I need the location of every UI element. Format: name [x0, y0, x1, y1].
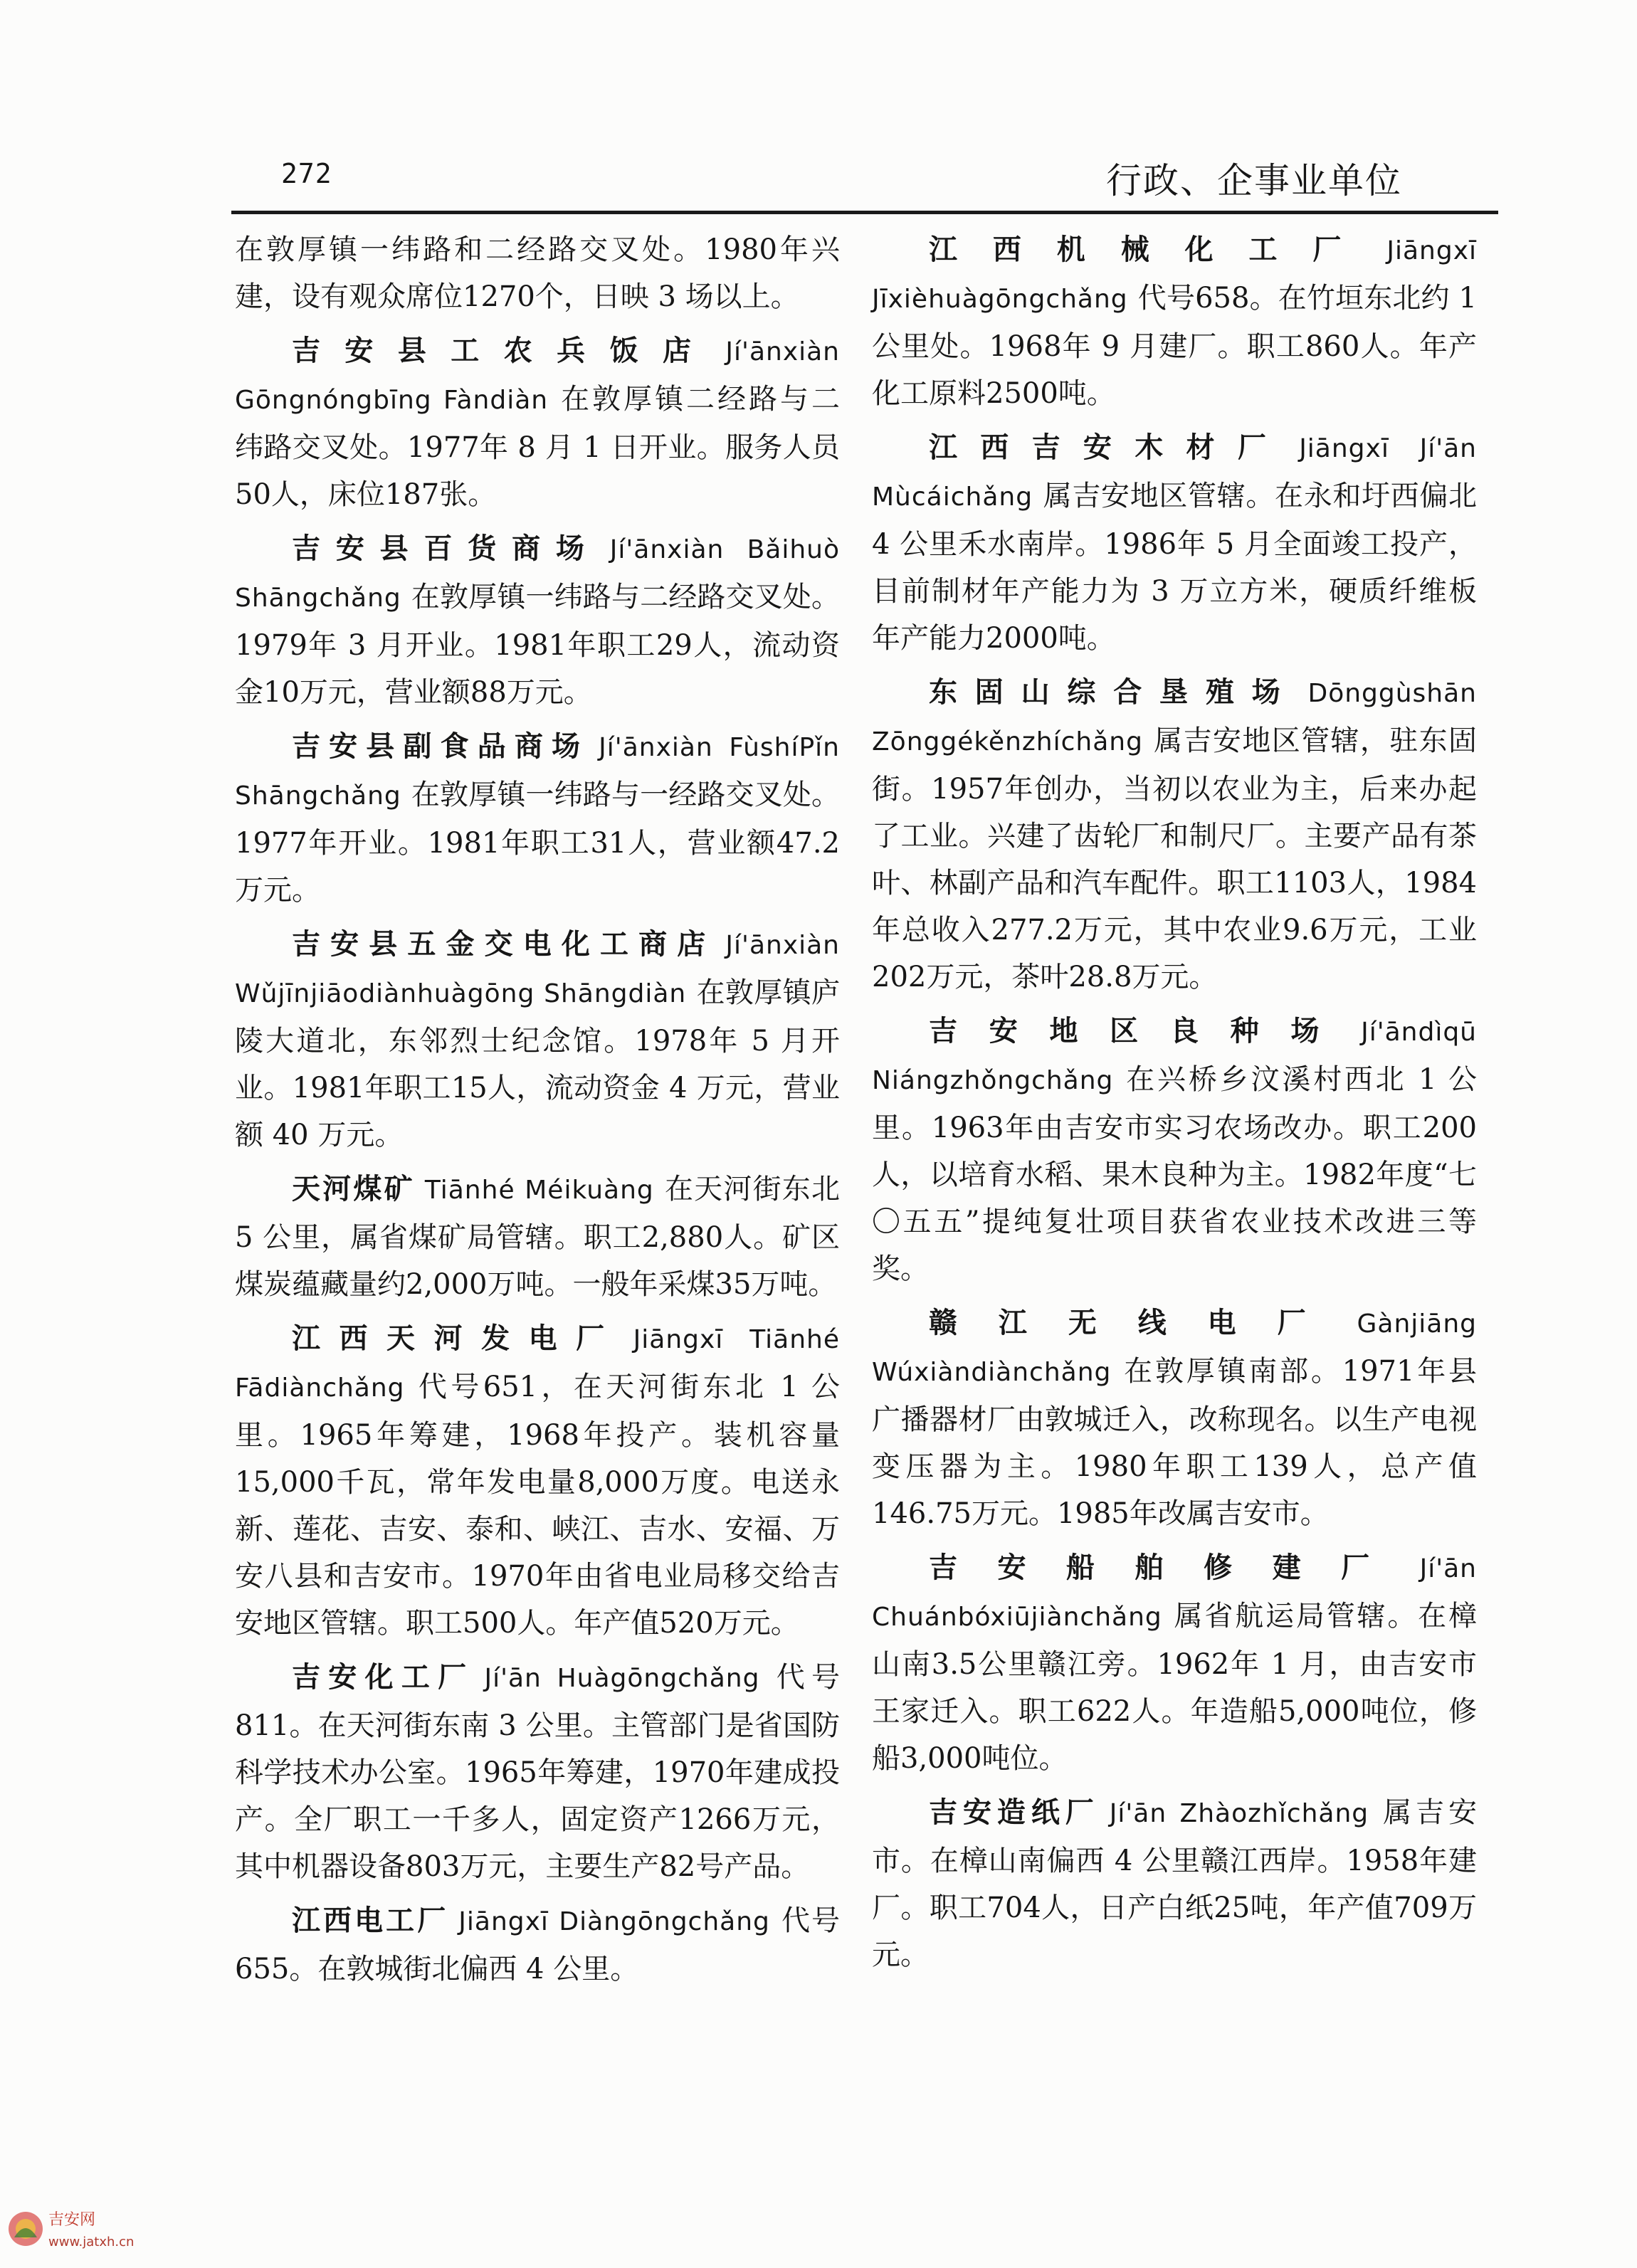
entry-text: 在兴桥乡汶溪村西北 1 公里。1963年由吉安市实习农场改办。职工200人，以培育水稻、果木良种为主。1982年度“七〇五五”提纯复壮项目获省农业技术改进三等奖。: [872, 1063, 1477, 1285]
entry-name: 吉安地区良种场: [929, 1014, 1352, 1048]
watermark-logo-icon: [6, 2209, 46, 2249]
entry-paragraph: [872, 669, 1477, 1001]
entry-name: 江西机械化工厂: [929, 233, 1377, 266]
entry-paragraph: [872, 1789, 1477, 1978]
entry-text: 属吉安市。在樟山南偏西 4 公里赣江西岸。1958年建厂。职工704人，日产白纸25吨，年产值709万元。: [872, 1796, 1478, 1971]
entry-pinyin: Tiānhé Méikuàng: [424, 1176, 654, 1205]
watermark-site-name: 吉安网: [48, 2211, 96, 2229]
entry-paragraph: [872, 1544, 1477, 1782]
entry-name: 吉安县副食品商场: [292, 729, 589, 763]
entry-paragraph: [235, 1166, 840, 1308]
entry-text: 属吉安地区管辖。在永和圩西偏北 4 公里禾水南岸。1986年 5 月全面竣工投产，目前制材年产能力为 3 万立方米，硬质纤维板年产能力2000吨。: [872, 480, 1477, 655]
entry-paragraph: [872, 226, 1477, 417]
entry-text: 属吉安地区管辖，驻东固街。1957年创办，当初以农业为主，后来办起了工业。兴建了齿轮厂和制尺厂。主要产品有茶叶、林副产品和汽车配件。职工1103人，1984年总收入277.2万元，其中农业9.6万元，工业202万元，茶叶28.8万元。: [872, 724, 1477, 993]
left-column: [235, 226, 840, 2000]
entry-text: 代号658。在竹垣东北约 1 公里处。1968年 9 月建厂。职工860人。年产化工原料2500吨。: [872, 282, 1477, 410]
entry-pinyin: Jiāngxī Diàngōngchǎng: [458, 1907, 770, 1936]
entry-paragraph: [235, 1315, 840, 1647]
entry-name: 吉安县百货商场: [292, 532, 600, 565]
entry-name: 江西电工厂: [292, 1904, 449, 1937]
entry-pinyin: Jiāngxī Jí'ān Mùcáichǎng: [872, 434, 1477, 512]
entry-name: 江西天河发电厂: [292, 1322, 623, 1355]
entry-pinyin: Jí'āndìqū Niángzhǒngchǎng: [872, 1018, 1477, 1095]
entry-paragraph: [235, 226, 840, 320]
right-column: [872, 226, 1477, 1985]
entry-text: 代号651，在天河街东北 1 公里。1965年筹建，1968年投产。装机容量15,000千瓦，常年发电量8,000万度。电送永新、莲花、吉安、泰和、峡江、吉水、安福、万安八县和吉安市。1970年由省电业局移交给吉安地区管辖。职工500人。年产值520万元。: [235, 1371, 840, 1640]
page-number: 272: [281, 158, 332, 189]
entry-pinyin: Dōnggùshān Zōnggékěnzhíchǎng: [872, 679, 1477, 756]
entry-paragraph: [235, 1654, 840, 1890]
section-title: 行政、企事业单位: [1106, 160, 1402, 201]
entry-name: 吉安县五金交电化工商店: [292, 927, 716, 961]
entry-name: 吉安造纸厂: [929, 1795, 1100, 1829]
entry-name: 江西吉安木材厂: [929, 431, 1290, 464]
entry-paragraph: [872, 1008, 1477, 1292]
entry-paragraph: [235, 327, 840, 518]
entry-paragraph: [235, 723, 840, 914]
entry-text: 代号655。在敦城街北偏西 4 公里。: [235, 1904, 841, 1985]
entry-pinyin: Jí'ānxiàn Gōngnóngbīng Fàndiàn: [235, 337, 840, 415]
entry-pinyin: Jiāngxī Tiānhé Fādiànchǎng: [235, 1325, 841, 1403]
entry-paragraph: [235, 921, 840, 1159]
entry-pinyin: Jí'ānxiàn Bǎihuò Shāngchǎng: [235, 535, 841, 613]
watermark-url: www.jatxh.cn: [48, 2235, 135, 2249]
entry-name: 天河煤矿: [292, 1172, 415, 1206]
entry-name: 吉安船舶修建厂: [929, 1551, 1410, 1584]
entry-pinyin: Jí'ānxiàn FùshíPǐn Shāngchǎng: [235, 733, 840, 811]
entry-text: 在敦厚镇庐陵大道北，东邻烈士纪念馆。1978年 5 月开业。1981年职工15人，流动资金 4 万元，营业额 40 万元。: [235, 976, 840, 1151]
entry-pinyin: Jí'ān Zhàozhǐchǎng: [1109, 1799, 1369, 1828]
entry-name: 吉安县工农兵饭店: [292, 334, 716, 367]
entry-name: 东固山综合垦殖场: [929, 675, 1298, 709]
entry-text: 代号811。在天河街东南 3 公里。主管部门是省国防科学技术办公室。1965年筹建，1970年建成投产。全厂职工一千多人，固定资产1266万元，其中机器设备803万元，主要生产82号产品。: [235, 1661, 841, 1883]
entry-text: 在敦厚镇二经路与二纬路交叉处。1977年 8 月 1 日开业。服务人员50人，床位187张。: [235, 383, 841, 511]
entry-paragraph: [872, 1299, 1477, 1537]
entry-pinyin: Jiāngxī Jīxièhuàgōngchǎng: [872, 236, 1477, 314]
entry-paragraph: [235, 525, 840, 716]
entry-text: 在敦厚镇一纬路与一经路交叉处。1977年开业。1981年职工31人，营业额47.2万元。: [235, 779, 840, 907]
entry-paragraph: [872, 424, 1477, 662]
entry-text: 属省航运局管辖。在樟山南3.5公里赣江旁。1962年 1 月，由吉安市王家迁入。职工622人。年造船5,000吨位，修船3,000吨位。: [872, 1600, 1477, 1775]
entry-pinyin: Jí'ān Chuánbóxiūjiànchǎng: [872, 1554, 1477, 1632]
entry-text: 在敦厚镇南部。1971年县广播器材厂由敦城迁入，改称现名。以生产电视变压器为主。1980年职工139人，总产值146.75万元。1985年改属吉安市。: [872, 1355, 1477, 1530]
entry-pinyin: Jí'ān Huàgōngchǎng: [484, 1664, 760, 1693]
entry-pinyin: Jí'ānxiàn Wǔjīnjiāodiànhuàgōng Shāngdiàn: [235, 931, 840, 1008]
header-rule: [231, 211, 1498, 214]
entry-name: 吉安化工厂: [292, 1660, 475, 1694]
site-watermark: [6, 2206, 162, 2262]
entry-pinyin: Gànjiāng Wúxiàndiànchǎng: [872, 1309, 1477, 1387]
page-header: [0, 0, 1637, 213]
entry-paragraph: [235, 1897, 840, 1993]
entry-text: 在敦厚镇一纬路和二经路交叉处。1980年兴建，设有观众席位1270个，日映 3 场以上。: [235, 233, 840, 313]
entry-text: 在天河街东北 5 公里，属省煤矿局管辖。职工2,880人。矿区煤炭蕴藏量约2,000万吨。一般年采煤35万吨。: [235, 1173, 841, 1301]
entry-name: 赣江无线电厂: [929, 1306, 1347, 1339]
entry-text: 在敦厚镇一纬路与二经路交叉处。1979年 3 月开业。1981年职工29人，流动资金10万元，营业额88万元。: [235, 581, 840, 709]
